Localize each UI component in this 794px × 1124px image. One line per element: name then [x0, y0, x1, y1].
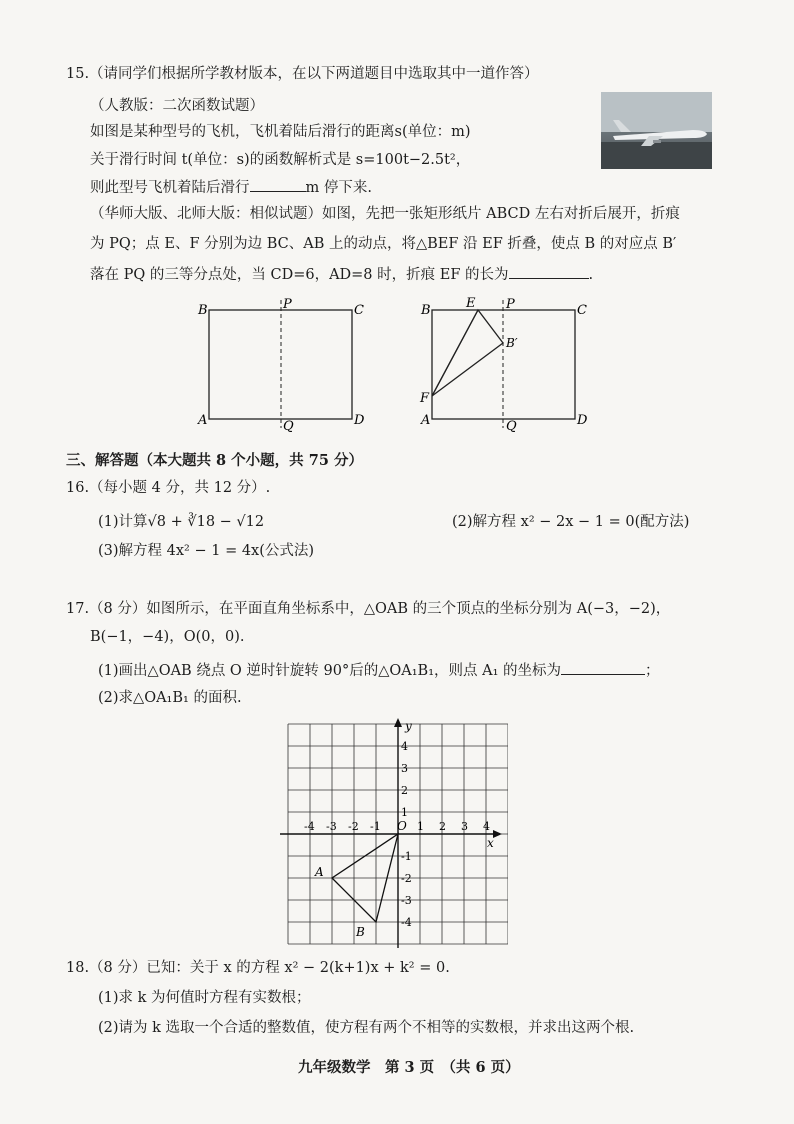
- y-tick-label: 2: [401, 784, 408, 797]
- q18-part1: (1)求 k 为何值时方程有实数根；: [98, 990, 311, 1006]
- q15-intro: 15.（请同学们根据所学教材版本，在以下两道题目中选取其中一道作答）: [66, 66, 539, 82]
- x-tick-label: -3: [326, 820, 337, 833]
- x-tick-label: 1: [417, 820, 424, 833]
- y-tick-label: 4: [401, 740, 408, 753]
- q17-answer-blank[interactable]: [561, 660, 645, 675]
- q15-a-line2: 关于滑行时间 t(单位：s)的函数解析式是 s=100t−2.5t²，: [90, 152, 471, 168]
- coordinate-grid: [280, 716, 508, 950]
- y-tick-label: -2: [401, 872, 412, 885]
- x-tick-label: -1: [370, 820, 381, 833]
- label-c: C: [354, 303, 364, 318]
- y-axis-label: y: [405, 719, 412, 733]
- point-a-label: A: [315, 865, 324, 879]
- q17-part1-tail: ；: [645, 663, 660, 679]
- q16-heading: 16.（每小题 4 分，共 12 分）.: [66, 480, 271, 496]
- q15-b-line3-tail: .: [588, 267, 594, 283]
- label-b-prime: B′: [506, 336, 518, 350]
- q18-line1: 18.（8 分）已知：关于 x 的方程 x² − 2(k+1)x + k² = 0.: [66, 960, 450, 976]
- q18-part2: (2)请为 k 选取一个合适的整数值，使方程有两个不相等的实数根，并求出这两个根.: [98, 1020, 635, 1036]
- q15-b-line1: （华师大版、北师大版：相似试题）如图，先把一张矩形纸片 ABCD 左右对折后展开，折痕: [90, 206, 680, 222]
- y-tick-label: 1: [401, 806, 408, 819]
- q17-part1: [98, 660, 660, 681]
- y-tick-label: -3: [401, 894, 412, 907]
- origin-label: O: [397, 819, 407, 833]
- triangle-fold: [432, 310, 503, 396]
- label-b2: B: [421, 303, 431, 318]
- q15-a-line1: 如图是某种型号的飞机，飞机着陆后滑行的距离s(单位：m): [90, 124, 471, 140]
- x-tick-label: 2: [439, 820, 446, 833]
- x-tick-label: -2: [348, 820, 359, 833]
- label-a2: A: [421, 413, 431, 428]
- figure-rectangle-fold: [196, 296, 380, 436]
- label-b: B: [198, 303, 208, 318]
- q15-b-line3-text: 落在 PQ 的三等分点处，当 CD=6，AD=8 时，折痕 EF 的长为: [90, 267, 509, 283]
- page-footer: 九年级数学 第 3 页 （共 6 页）: [298, 1059, 520, 1076]
- label-f: F: [420, 391, 430, 406]
- label-a: A: [198, 413, 208, 428]
- y-tick-label: 3: [401, 762, 408, 775]
- crease-ef: [432, 310, 478, 396]
- x-axis-label: x: [487, 836, 494, 850]
- q17-line1: 17.（8 分）如图所示，在平面直角坐标系中，△OAB 的三个顶点的坐标分别为 A(−3，−2)，: [66, 601, 671, 617]
- q15-b-answer-blank[interactable]: [509, 264, 589, 279]
- x-tick-label: 4: [483, 820, 490, 833]
- q15-a-answer-blank[interactable]: [250, 177, 306, 192]
- q15-a-title: （人教版：二次函数试题）: [90, 98, 264, 114]
- q15-a-line3-text: 则此型号飞机着陆后滑行: [90, 180, 250, 196]
- y-tick-label: -1: [401, 850, 412, 863]
- x-tick-label: 3: [461, 820, 468, 833]
- label-d: D: [354, 413, 365, 428]
- label-q2: Q: [506, 419, 517, 434]
- q16-part1: (1)计算√8 + ∛18 − √12: [98, 514, 265, 530]
- q16-part2: (2)解方程 x² − 2x − 1 = 0(配方法): [452, 514, 690, 530]
- q17-part2: (2)求△OA₁B₁ 的面积.: [98, 690, 242, 706]
- x-tick-label: -4: [304, 820, 315, 833]
- y-axis-arrow: [394, 718, 402, 727]
- q15-a-line3: [90, 177, 372, 198]
- label-q: Q: [283, 419, 294, 434]
- q16-part3: (3)解方程 4x² − 1 = 4x(公式法): [98, 543, 315, 559]
- point-b-label: B: [356, 925, 365, 939]
- q17-line2: B(−1，−4)，O(0，0).: [90, 629, 245, 645]
- airplane-icon: [601, 92, 712, 169]
- q15-b-line2: 为 PQ；点 E、F 分别为边 BC、AB 上的动点，将△BEF 沿 EF 折叠，使点 B 的对应点 B′: [90, 236, 677, 252]
- label-d2: D: [577, 413, 588, 428]
- airplane-photo: [601, 92, 712, 169]
- label-e: E: [466, 296, 476, 311]
- q15-a-line3-tail: m 停下来.: [305, 180, 372, 196]
- label-c2: C: [577, 303, 587, 318]
- q17-part1-text: (1)画出△OAB 绕点 O 逆时针旋转 90°后的△OA₁B₁，则点 A₁ 的坐标为: [98, 663, 562, 679]
- x-axis-arrow: [493, 830, 502, 838]
- label-p2: P: [506, 297, 515, 312]
- y-tick-label: -4: [401, 916, 412, 929]
- section-3-heading: 三、解答题（本大题共 8 个小题，共 75 分）: [66, 452, 363, 469]
- label-p: P: [283, 297, 292, 312]
- figure-folded-rectangle: [418, 296, 602, 436]
- q15-b-line3: [90, 264, 593, 285]
